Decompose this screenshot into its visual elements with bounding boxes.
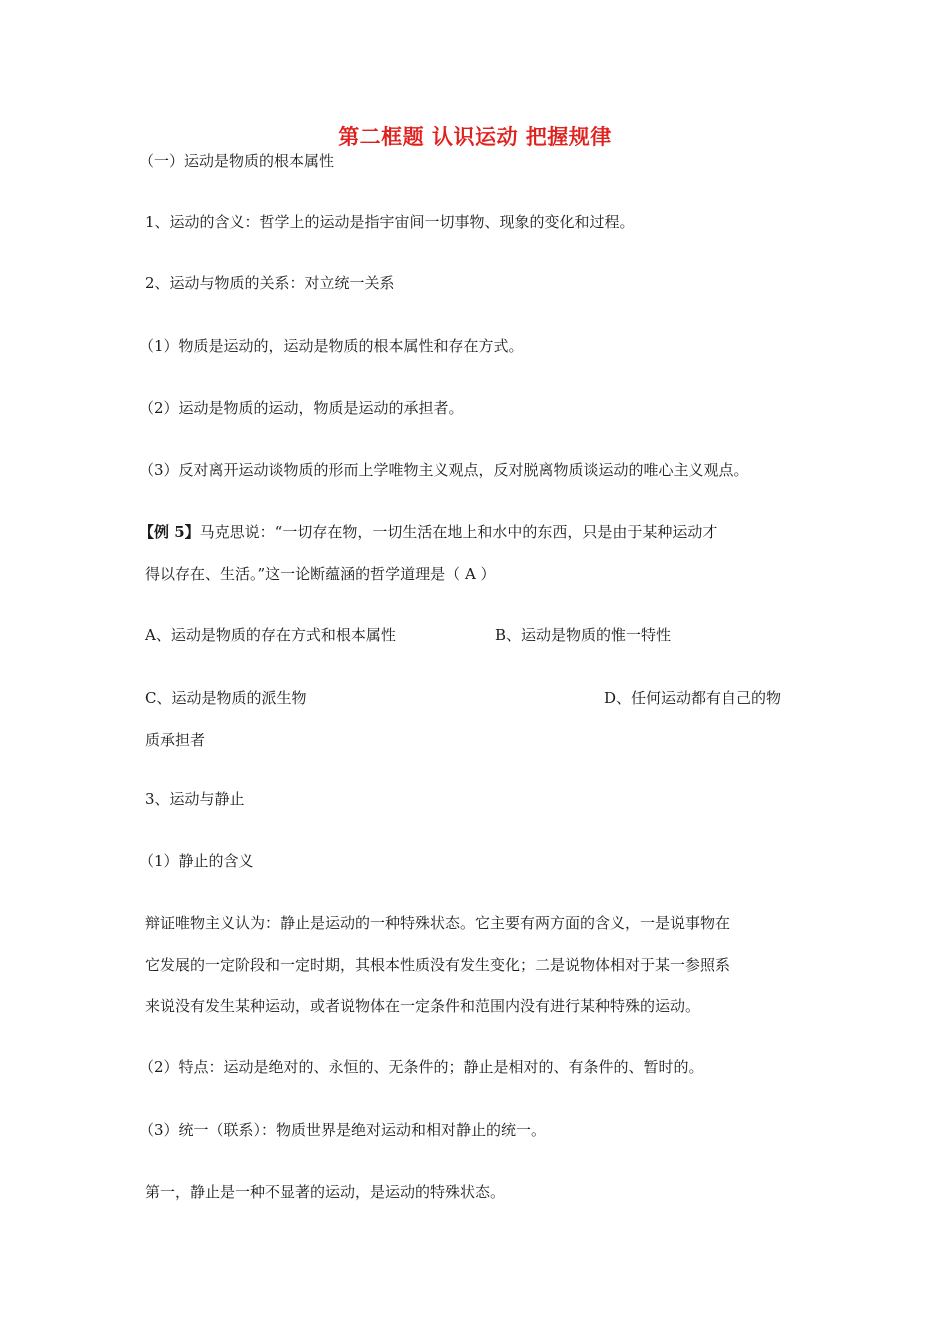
- option-b: B、运动是物质的惟一特性: [495, 626, 672, 644]
- subheading-unity: （3）统一（联系）：物质世界是绝对运动和相对静止的统一。: [139, 1121, 547, 1139]
- paragraph-point-1: （1）物质是运动的，运动是物质的根本属性和存在方式。: [139, 337, 524, 355]
- paragraph-motion-matter-relation: 2、运动与物质的关系：对立统一关系: [145, 274, 395, 292]
- paragraph-stillness-line-3: 来说没有发生某种运动，或者说物体在一定条件和范围内没有进行某种特殊的运动。: [145, 997, 701, 1015]
- subheading-stillness-meaning: （1）静止的含义: [139, 852, 254, 870]
- subheading-characteristics: （2）特点：运动是绝对的、永恒的、无条件的；静止是相对的、有条件的、暂时的。: [139, 1058, 704, 1076]
- paragraph-motion-definition: 1、运动的含义：哲学上的运动是指宇宙间一切事物、现象的变化和过程。: [145, 213, 635, 231]
- option-c: C、运动是物质的派生物: [145, 689, 307, 707]
- option-d-continued: 质承担者: [145, 731, 206, 749]
- paragraph-stillness-line-1: 辩证唯物主义认为：静止是运动的一种特殊状态。它主要有两方面的含义，一是说事物在: [145, 914, 731, 932]
- example-text-1: 马克思说：“一切存在物，一切生活在地上和水中的东西，只是由于某种运动才: [199, 523, 718, 541]
- example-question-line-2: 得以存在、生活。”这一论断蕴涵的哲学道理是（ A ）: [145, 565, 496, 583]
- option-a: A、运动是物质的存在方式和根本属性: [145, 626, 396, 644]
- paragraph-stillness-line-2: 它发展的一定阶段和一定时期，其根本性质没有发生变化；二是说物体相对于某一参照系: [145, 956, 731, 974]
- paragraph-point-2: （2）运动是物质的运动，物质是运动的承担者。: [139, 399, 464, 417]
- page-title: 第二框题 认识运动 把握规律: [338, 125, 612, 149]
- paragraph-point-3: （3）反对离开运动谈物质的形而上学唯物主义观点，反对脱离物质谈运动的唯心主义观点。: [139, 461, 749, 479]
- example-tag: 【例 5】: [139, 523, 200, 541]
- option-d: D、任何运动都有自己的物: [604, 689, 782, 707]
- example-question-line-1: [139, 522, 717, 542]
- paragraph-first-point: 第一，静止是一种不显著的运动，是运动的特殊状态。: [145, 1183, 506, 1201]
- section-heading-3: 3、运动与静止: [145, 790, 245, 808]
- section-heading-1: （一）运动是物质的根本属性: [139, 152, 335, 170]
